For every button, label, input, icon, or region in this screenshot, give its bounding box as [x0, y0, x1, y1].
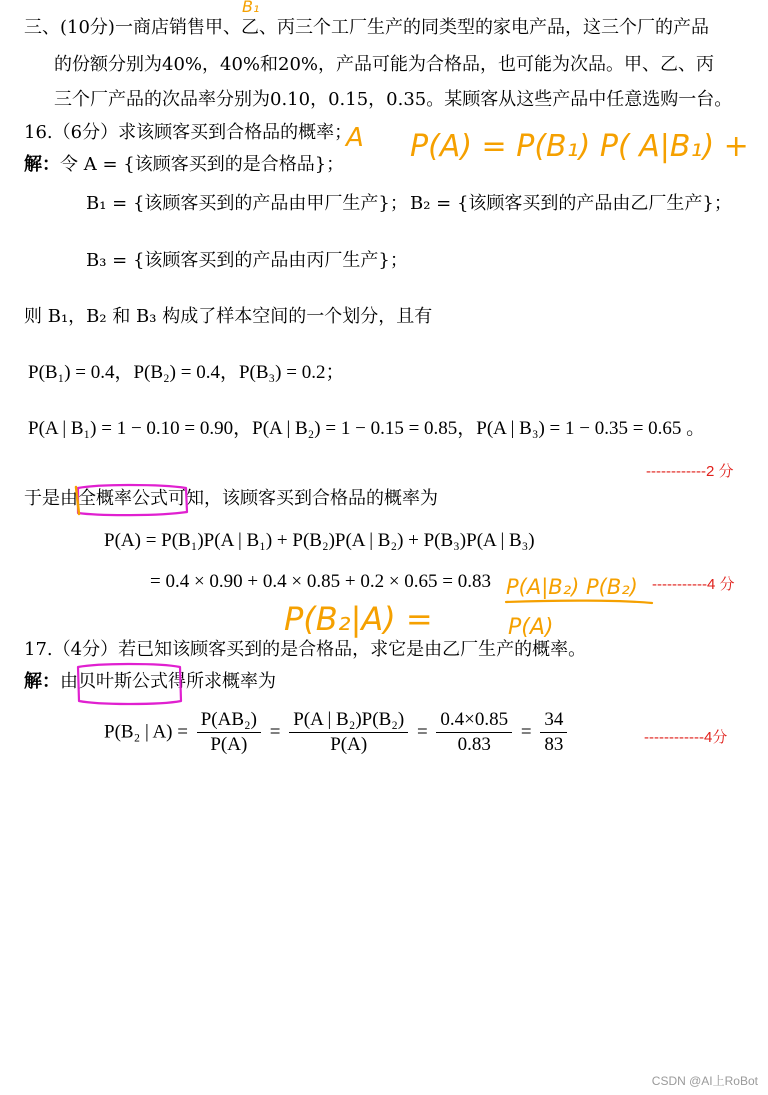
bayes-intro: 由贝叶斯公式得所求概率为: [60, 671, 276, 692]
handwritten-bayes-numerator: P(A|B₂) P(B₂): [506, 575, 638, 599]
equals-sign: =: [416, 721, 428, 743]
solution-prefix: 解：: [24, 154, 60, 175]
total-probability-calc: = 0.4 × 0.90 + 0.4 × 0.85 + 0.2 × 0.65 = 0.83: [150, 571, 492, 592]
handwritten-b1: B₁: [242, 0, 260, 16]
score-marker-2: ------------2 分: [646, 463, 734, 480]
score-marker-4a: -----------4 分: [652, 576, 735, 593]
fraction-2: [289, 708, 408, 757]
section-line-3: 三个厂产品的次品率分别为0.10，0.15，0.35。某顾客从这些产品中任意选购一台。: [54, 89, 733, 110]
equals-sign: =: [520, 721, 532, 743]
section-line-2: 的份额分别为40%，40%和20%，产品可能为合格品，也可能为次品。甲、乙、丙: [54, 54, 715, 75]
conditional-probabilities: P(A | B₁) = 1 − 0.10 = 0.90，P(A | B₂) = 1 − 0.15 = 0.85，P(A | B₃) = 1 − 0.35 = 0.65 。: [28, 418, 706, 439]
equals-sign: =: [269, 721, 281, 743]
q17-solution-line: [24, 670, 276, 694]
fraction-4: [540, 708, 567, 757]
bayes-formula: [104, 708, 571, 757]
fraction-3-num: 0.4×0.85: [436, 708, 512, 733]
handwritten-a: A: [346, 123, 364, 153]
prior-probabilities: P(B₁) = 0.4，P(B₂) = 0.4，P(B₃) = 0.2；: [28, 362, 345, 383]
fraction-4-den: 83: [544, 734, 564, 755]
fraction-4-num: 34: [540, 708, 567, 733]
handwritten-bayes-denominator: P(A): [508, 615, 554, 640]
def-a: 令 A = {该顾客买到的是合格品}；: [60, 154, 345, 175]
def-b1: B₁ = {该顾客买到的产品由甲厂生产}；: [86, 193, 408, 214]
q17-label: 17.（4分）若已知该顾客买到的是合格品，求它是由乙厂生产的概率。: [24, 639, 587, 660]
fraction-2-num: P(A | B₂)P(B₂): [289, 708, 408, 733]
handwritten-total-formula: P(A) = P(B₁) P( A|B₁) +: [410, 129, 749, 164]
total-probability-formula: P(A) = P(B₁)P(A | B₁) + P(B₂)P(A | B₂) + P(B₃)P(A | B₃): [104, 530, 535, 551]
bayes-lhs: P(B₂ | A) =: [104, 721, 188, 743]
fraction-3: [436, 708, 512, 757]
handwritten-fraction-bar: [506, 601, 652, 603]
fraction-1: [197, 708, 261, 757]
total-probability-intro: 于是由全概率公式可知，该顾客买到合格品的概率为: [24, 488, 438, 509]
watermark: CSDN @AI上RoBot: [651, 1074, 758, 1088]
def-b3: B₃ = {该顾客买到的产品由丙厂生产}；: [86, 250, 408, 271]
fraction-1-num: P(AB₂): [197, 708, 261, 733]
fraction-3-den: 0.83: [457, 734, 491, 755]
score-marker-4b: ------------4分: [644, 729, 728, 746]
partition-statement: 则 B₁，B₂ 和 B₃ 构成了样本空间的一个划分，且有: [24, 306, 433, 327]
q16-solution-def-a: [24, 153, 344, 177]
fraction-1-den: P(A): [210, 734, 248, 755]
solution-prefix: 解：: [24, 671, 60, 692]
def-b2: B₂ = {该顾客买到的产品由乙厂生产}；: [410, 193, 732, 214]
q16-label: 16.（6分）求该顾客买到合格品的概率；: [24, 122, 353, 143]
handwritten-bayes-lhs: P(B₂|A) =: [284, 600, 433, 638]
section-heading: 三、(10分)一商店销售甲、乙、丙三个工厂生产的同类型的家电产品，这三个厂的产品: [24, 17, 709, 38]
fraction-2-den: P(A): [330, 734, 368, 755]
